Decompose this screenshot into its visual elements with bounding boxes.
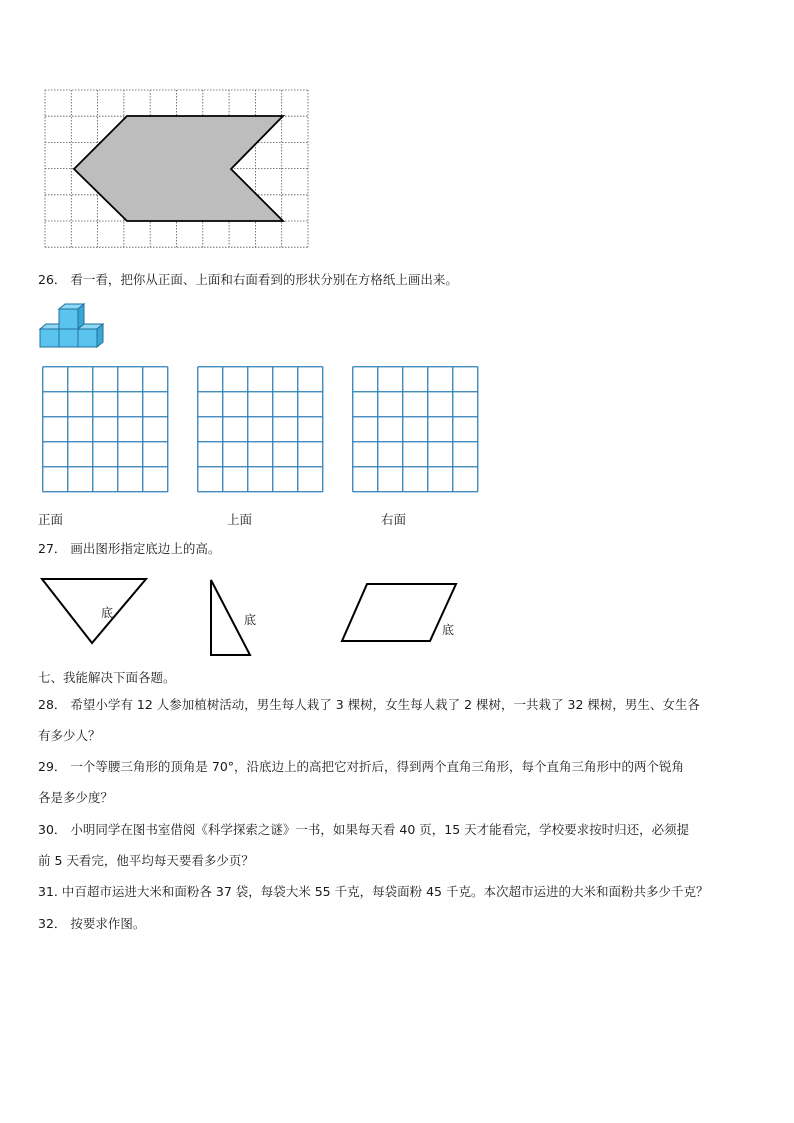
dotted-grid-figure bbox=[45, 90, 310, 250]
question-text: 看一看，把你从正面、上面和右面看到的形状分别在方格纸上画出来。 bbox=[70, 272, 458, 287]
question-28-cont: 有多少人？ bbox=[38, 728, 101, 743]
question-text: 中百超市运进大米和面粉各 37 袋，每袋大米 55 千克，每袋面粉 45 千克。本次超市运进的大米和面粉共多少千克？ bbox=[61, 884, 709, 899]
question-number: 30． bbox=[38, 822, 67, 837]
question-26 bbox=[38, 272, 458, 288]
grid-label-right: 右面 bbox=[381, 512, 407, 527]
question-27 bbox=[38, 541, 220, 557]
question-29 bbox=[38, 759, 684, 775]
question-number: 26． bbox=[38, 272, 67, 287]
cube-stack-illustration bbox=[38, 303, 108, 351]
grid-top[interactable] bbox=[197, 366, 323, 492]
grid-right[interactable] bbox=[352, 366, 478, 492]
question-number: 28． bbox=[38, 697, 67, 712]
grid-front[interactable] bbox=[42, 366, 168, 492]
question-text: 按要求作图。 bbox=[70, 916, 146, 931]
section-heading: 七、我能解决下面各题。 bbox=[38, 670, 176, 685]
question-number: 29． bbox=[38, 759, 67, 774]
question-30-cont: 前 5 天看完，他平均每天要看多少页？ bbox=[38, 853, 254, 868]
question-number: 31. bbox=[38, 884, 58, 899]
question-number: 27． bbox=[38, 541, 67, 556]
question-text: 小明同学在图书室借阅《科学探索之谜》一书，如果每天看 40 页，15 天才能看完，学校要求按时归还，必须提 bbox=[70, 822, 690, 837]
question-text: 希望小学有 12 人参加植树活动，男生每人栽了 3 棵树，女生每人栽了 2 棵树，一共栽了 32 棵树，男生、女生各 bbox=[70, 697, 700, 712]
base-label-2: 底 bbox=[244, 613, 257, 627]
question-31 bbox=[38, 884, 708, 900]
question-text: 一个等腰三角形的顶角是 70°，沿底边上的高把它对折后，得到两个直角三角形，每个直角三角形中的两个锐角 bbox=[70, 759, 685, 774]
question-text: 画出图形指定底边上的高。 bbox=[70, 541, 221, 556]
question-30 bbox=[38, 822, 689, 838]
base-label-1: 底 bbox=[101, 606, 114, 620]
question-28 bbox=[38, 697, 700, 713]
base-label-3: 底 bbox=[442, 623, 455, 637]
question-29-cont: 各是多少度？ bbox=[38, 790, 114, 805]
arrow-polygon bbox=[74, 116, 283, 221]
grid-label-top: 上面 bbox=[227, 512, 253, 527]
grid-label-front: 正面 bbox=[38, 512, 64, 527]
question-number: 32． bbox=[38, 916, 67, 931]
inverted-triangle bbox=[40, 576, 150, 648]
question-32 bbox=[38, 916, 145, 932]
